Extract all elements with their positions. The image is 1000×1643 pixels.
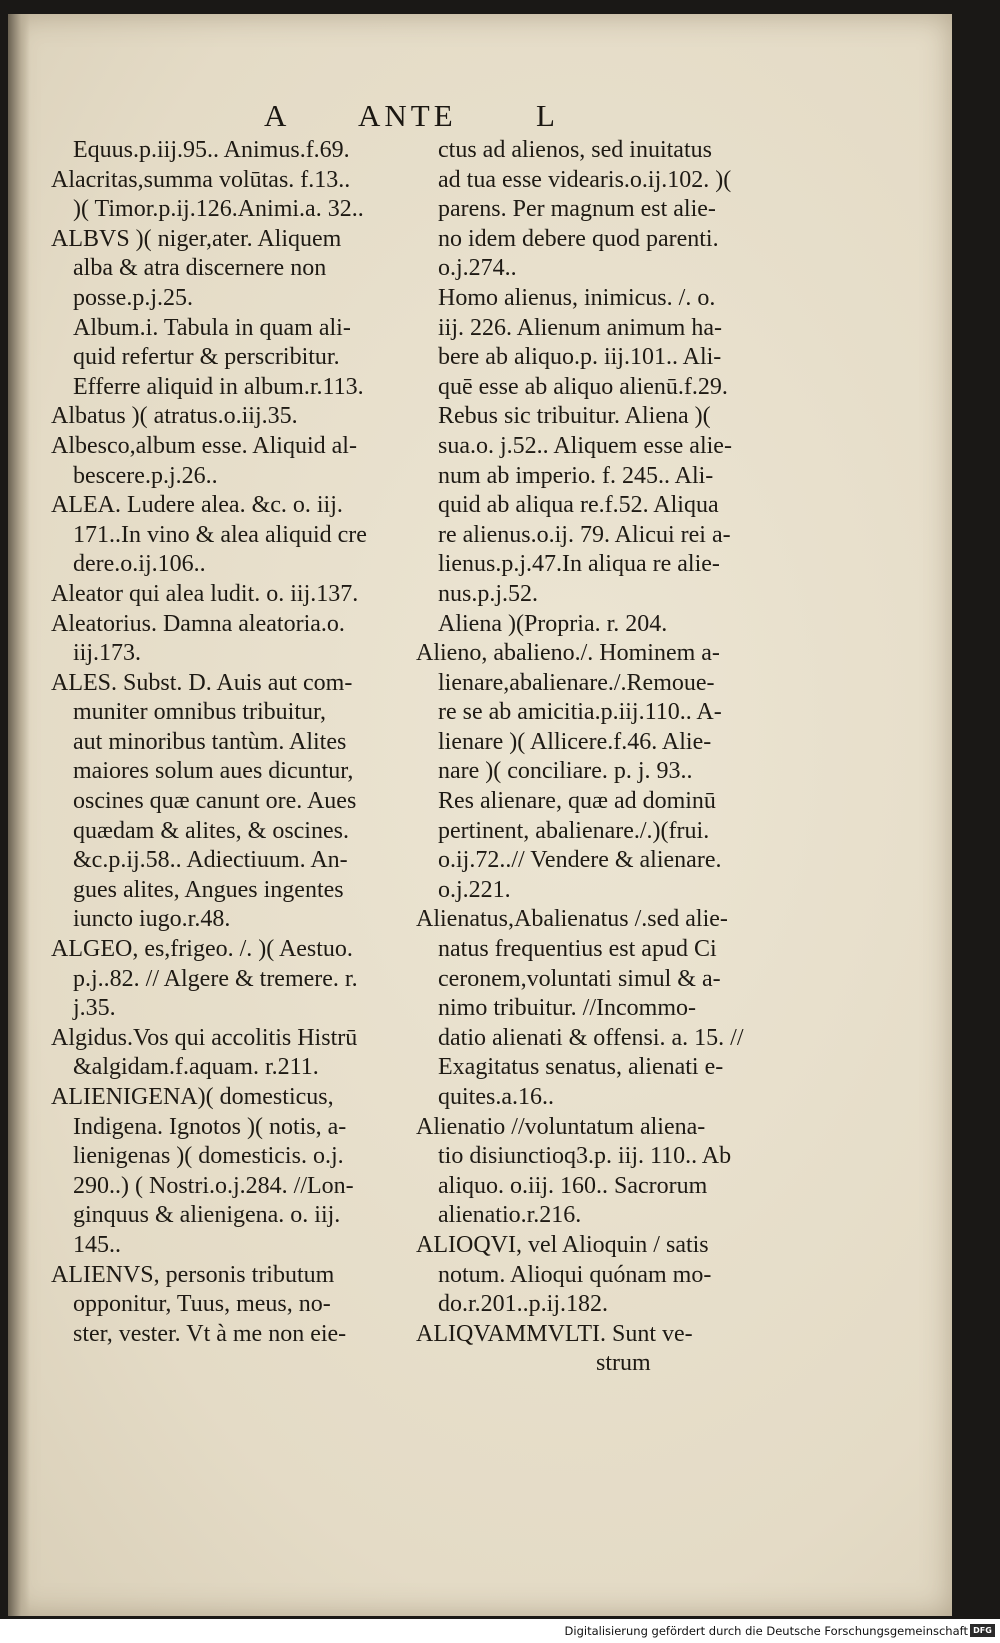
text-line: ALIQVAMMVLTI. Sunt ve- (416, 1320, 693, 1347)
text-line: quædam & alites, & oscines. (73, 817, 349, 844)
text-line: Album.i. Tabula in quam ali- (73, 314, 351, 341)
text-line: quid ab aliqua re.f.52. Aliqua (438, 492, 719, 519)
text-line: Algidus.Vos qui accolitis Histrū (51, 1024, 358, 1051)
text-line: ginquus & alienigena. o. iij. (73, 1202, 341, 1229)
text-line: num ab imperio. f. 245.. Ali- (438, 462, 714, 489)
text-line: Equus.p.iij.95.. Animus.f.69. (73, 137, 350, 163)
text-line: lienare )( Allicere.f.46. Alie- (438, 728, 712, 755)
text-line: Albesco,album esse. Aliquid al- (51, 432, 357, 459)
text-line: o.ij.72..// Vendere & alienare. (438, 847, 722, 874)
text-line: p.j..82. // Algere & tremere. r. (73, 965, 358, 992)
text-line: aliquo. o.iij. 160.. Sacrorum (438, 1172, 708, 1199)
text-line: Alienatio //voluntatum aliena- (416, 1113, 706, 1140)
text-line: ALIOQVI, vel Alioquin / satis (416, 1231, 709, 1258)
text-line: Indigena. Ignotos )( notis, a- (73, 1113, 347, 1140)
text-line: aut minoribus tantùm. Alites (73, 728, 347, 755)
text-line: pertinent, abalienare./.)(frui. (438, 817, 710, 844)
text-line: ALIENVS, personis tributum (51, 1261, 335, 1288)
text-line: Aliena )(Propria. r. 204. (438, 610, 668, 637)
text-line: Alienatus,Abalienatus /.sed alie- (416, 906, 728, 933)
book-page (8, 14, 952, 1616)
text-line: ster, vester. Vt à me non eie- (73, 1320, 347, 1347)
running-head-left: A (264, 98, 291, 133)
right-column (416, 136, 780, 1379)
text-line: no idem debere quod parenti. (438, 225, 719, 252)
text-line: parens. Per magnum est alie- (438, 196, 716, 223)
text-line: lienus.p.j.47.In aliqua re alie- (438, 551, 720, 578)
text-line: sua.o. j.52.. Aliquem esse alie- (438, 432, 732, 459)
digitization-footer (0, 1619, 1000, 1643)
left-column (51, 136, 431, 1349)
dfg-logo: DFG (970, 1624, 995, 1637)
footer-credit: Digitalisierung gefördert durch die Deutsche Forschungsgemeinschaft (564, 1624, 968, 1638)
text-line: iuncto iugo.r.48. (73, 906, 231, 933)
text-line: opponitur, Tuus, meus, no- (73, 1291, 331, 1318)
text-line: ALES. Subst. D. Auis aut com- (51, 669, 353, 696)
text-line: bere ab aliquo.p. iij.101.. Ali- (438, 344, 722, 371)
page-gutter (8, 14, 30, 1616)
text-line: quites.a.16.. (438, 1084, 554, 1110)
text-line: re se ab amicitia.p.iij.110.. A- (438, 699, 722, 726)
text-line: nare )( conciliare. p. j. 93.. (438, 758, 693, 785)
text-line: o.j.274.. (438, 255, 517, 282)
text-line: alba & atra discernere non (73, 255, 327, 282)
text-line: ALIENIGENA)( domesticus, (51, 1084, 334, 1110)
text-line: dere.o.ij.106.. (73, 551, 206, 578)
text-line: lienare,abalienare./.Remoue- (438, 669, 715, 696)
text-line: nus.p.j.52. (438, 580, 539, 607)
text-line: 290..) ( Nostri.o.j.284. //Lon- (73, 1172, 354, 1199)
running-head (8, 98, 952, 138)
text-line: ad tua esse videaris.o.ij.102. )( (438, 166, 732, 193)
text-line: iij.173. (73, 640, 142, 667)
text-line: quē esse ab aliquo alienū.f.29. (438, 373, 728, 400)
text-line: iij. 226. Alienum animum ha- (438, 314, 722, 341)
text-line: notum. Alioqui quónam mo- (438, 1261, 712, 1288)
text-line: nimo tribuitur. //Incommo- (438, 995, 696, 1022)
text-line: 145.. (73, 1231, 121, 1258)
text-line: datio alienati & offensi. a. 15. // (438, 1024, 744, 1051)
text-line: Aleator qui alea ludit. o. iij.137. (51, 580, 359, 607)
text-line: alienatio.r.216. (438, 1202, 582, 1229)
text-line: oscines quæ canunt ore. Aues (73, 788, 357, 815)
text-line: quid refertur & perscribitur. (73, 344, 340, 371)
text-line: ctus ad alienos, sed inuitatus (438, 137, 712, 163)
text-line: 171..In vino & alea aliquid cre (73, 521, 367, 548)
text-line: gues alites, Angues ingentes (73, 876, 344, 903)
text-line: )( Timor.p.ij.126.Animi.a. 32.. (73, 196, 364, 223)
text-line: &algidam.f.aquam. r.211. (73, 1054, 319, 1081)
text-line: Exagitatus senatus, alienati e- (438, 1054, 724, 1081)
text-line: tio disiunctioq3.p. iij. 110.. Ab (438, 1143, 732, 1170)
text-line: Alacritas,summa volūtas. f.13.. (51, 166, 351, 193)
text-line: Aleatorius. Damna aleatoria.o. (51, 610, 345, 637)
text-line: bescere.p.j.26.. (73, 462, 218, 489)
text-line: muniter omnibus tribuitur, (73, 699, 327, 726)
text-line: Alieno, abalieno./. Hominem a- (416, 640, 720, 667)
text-line: &c.p.ij.58.. Adiectiuum. An- (73, 847, 348, 874)
text-line: Homo alienus, inimicus. /. o. (438, 284, 716, 311)
text-line: natus frequentius est apud Ci (438, 936, 717, 963)
text-line: posse.p.j.25. (73, 284, 193, 311)
text-line: strum (596, 1350, 651, 1377)
text-line: j.35. (73, 995, 116, 1022)
text-line: do.r.201..p.ij.182. (438, 1291, 609, 1318)
text-line: Rebus sic tribuitur. Aliena )( (438, 403, 711, 430)
text-line: Albatus )( atratus.o.iij.35. (51, 403, 298, 430)
text-line: maiores solum aues dicuntur, (73, 758, 354, 785)
text-line: Res alienare, quæ ad dominū (438, 788, 716, 815)
running-head-right: L (536, 98, 559, 133)
text-line: o.j.221. (438, 876, 511, 903)
text-line: lienigenas )( domesticis. o.j. (73, 1143, 344, 1170)
text-line: re alienus.o.ij. 79. Alicui rei a- (438, 521, 731, 548)
text-line: ALGEO, es,frigeo. /. )( Aestuo. (51, 936, 353, 963)
text-line: Efferre aliquid in album.r.113. (73, 373, 364, 400)
text-line: ALEA. Ludere alea. &c. o. iij. (51, 492, 343, 519)
text-line: ceronem,voluntati simul & a- (438, 965, 721, 992)
running-head-center: ANTE (358, 98, 457, 133)
text-line: ALBVS )( niger,ater. Aliquem (51, 225, 342, 252)
